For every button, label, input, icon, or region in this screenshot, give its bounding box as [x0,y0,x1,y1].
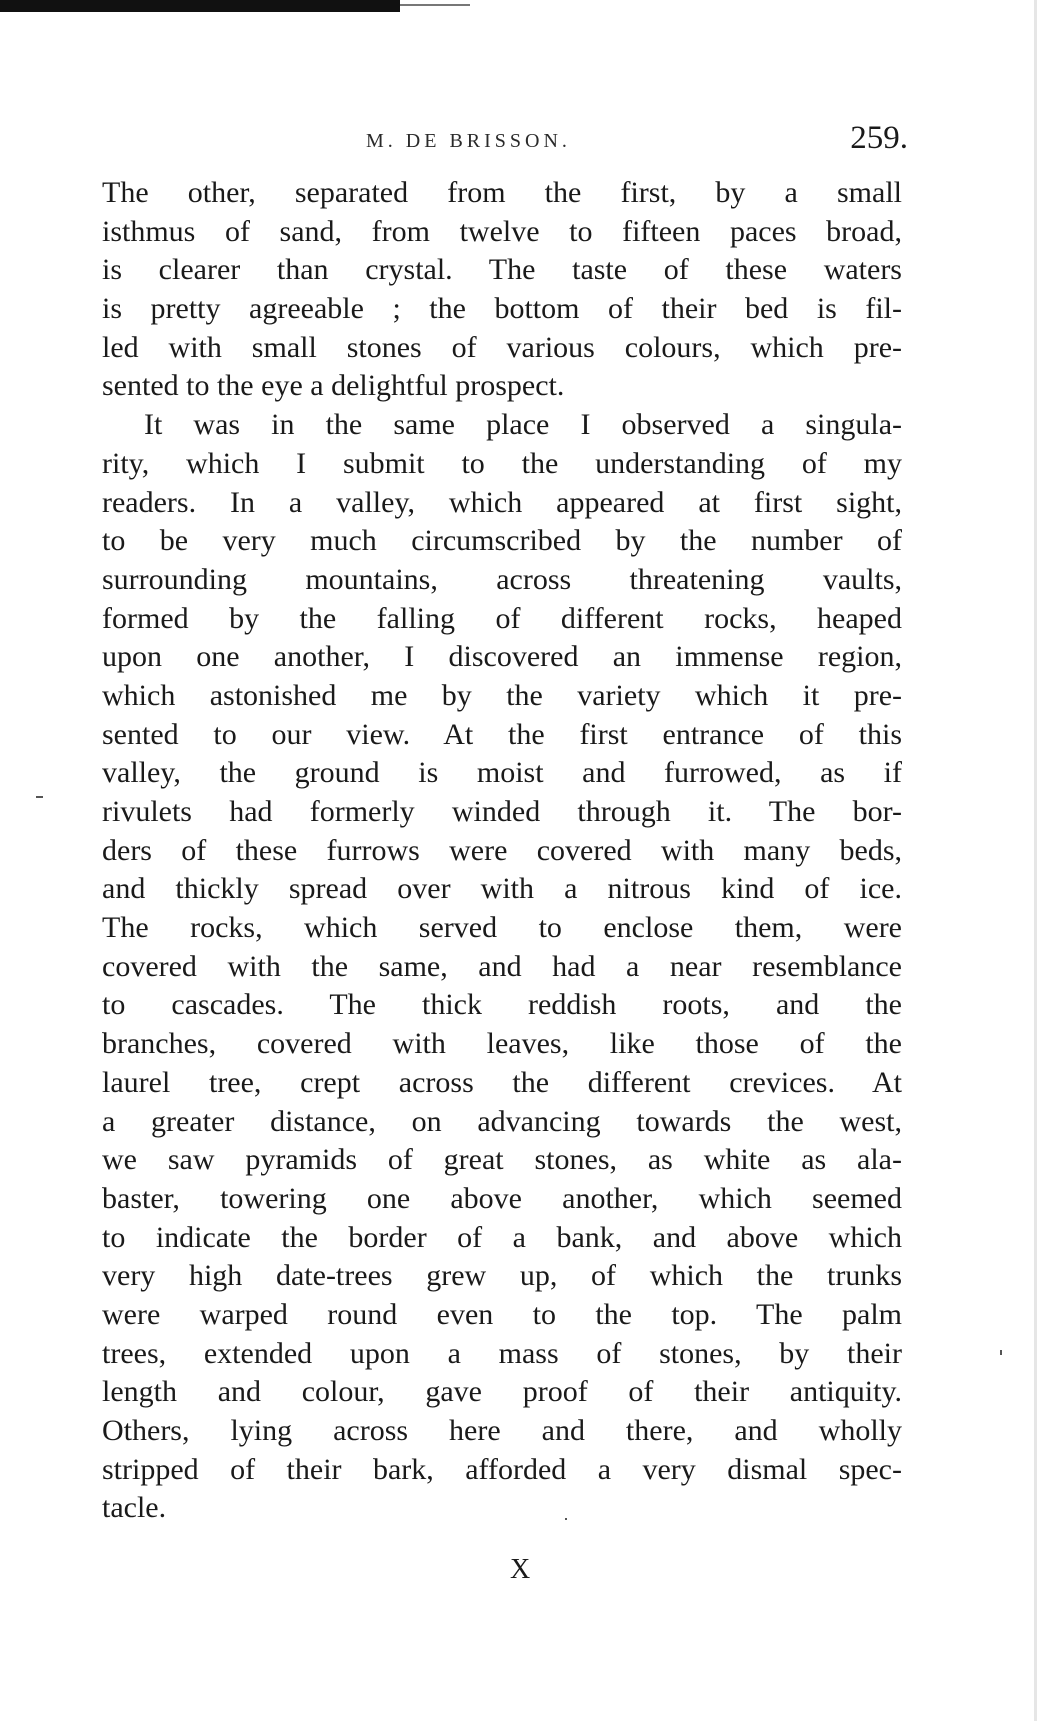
page-gutter-edge [1034,0,1037,1721]
text-line: tacle. [102,1491,167,1525]
text-line: valley, the ground is moist and furrowed, as if [102,756,902,790]
text-line: isthmus of sand, from twelve to fifteen paces broad, [102,214,902,248]
text-line: It was in the same place I observed a singula- [144,408,902,442]
text-line: formed by the falling of different rocks, heaped [102,601,902,635]
text-line: rity, which I submit to the understanding of my [102,446,902,480]
text-line: covered with the same, and had a near resemblance [102,949,902,983]
text-line: Others, lying across here and there, and wholly [102,1414,902,1447]
text-line: laurel tree, crept across the different crevices. At [102,1065,902,1099]
text-line: we saw pyramids of great stones, as white as ala- [102,1143,902,1177]
signature-mark: X [510,1554,531,1585]
text-line: which astonished me by the variety which it pre- [102,678,902,712]
running-head [100,120,920,160]
scan-edge-bar-tail [400,4,470,6]
ink-speck [1000,1350,1002,1355]
text-line: stripped of their bark, afforded a very dismal spec- [102,1452,902,1486]
text-line: is clearer than crystal. The taste of these waters [102,253,902,287]
text-line: sented to our view. At the first entrance of this [102,717,902,751]
text-line: surrounding mountains, across threatening vaults, [102,562,902,596]
scan-edge-bar [0,0,400,12]
text-line: a greater distance, on advancing towards the west, [102,1104,902,1138]
text-line: and thickly spread over with a nitrous kind of ice. [102,872,902,906]
paragraph-1 [102,174,902,406]
text-line: upon one another, I discovered an immense region, [102,640,902,674]
ink-speck [565,1518,567,1520]
text-line: readers. In a valley, which appeared at first sight, [102,485,902,519]
text-line: branches, covered with leaves, like those of the [102,1027,902,1061]
text-line: to cascades. The thick reddish roots, and the [102,988,902,1022]
text-line: were warped round even to the top. The palm [102,1297,902,1331]
text-line: baster, towering one above another, which seemed [102,1181,902,1215]
text-line: The rocks, which served to enclose them, were [102,911,902,945]
ink-speck [36,796,43,798]
page-number: 259. [850,120,908,156]
running-title: M. DE BRISSON. [366,130,571,152]
text-line: ders of these furrows were covered with many beds, [102,833,902,867]
text-line: led with small stones of various colours, which pre- [102,330,902,364]
text-line: to be very much circumscribed by the number of [102,524,902,558]
body-text [102,174,902,1528]
text-line: length and colour, gave proof of their antiquity. [102,1375,902,1409]
text-line: to indicate the border of a bank, and above which [102,1220,902,1254]
text-line: sented to the eye a delightful prospect. [102,369,565,403]
paragraph-2 [102,406,902,1528]
text-line: rivulets had formerly winded through it. The bor- [102,795,902,828]
text-line: trees, extended upon a mass of stones, by their [102,1336,902,1370]
text-line: The other, separated from the first, by a small [102,176,902,209]
text-line: is pretty agreeable ; the bottom of their bed is fil- [102,292,902,326]
text-line: very high date-trees grew up, of which the trunks [102,1259,902,1293]
